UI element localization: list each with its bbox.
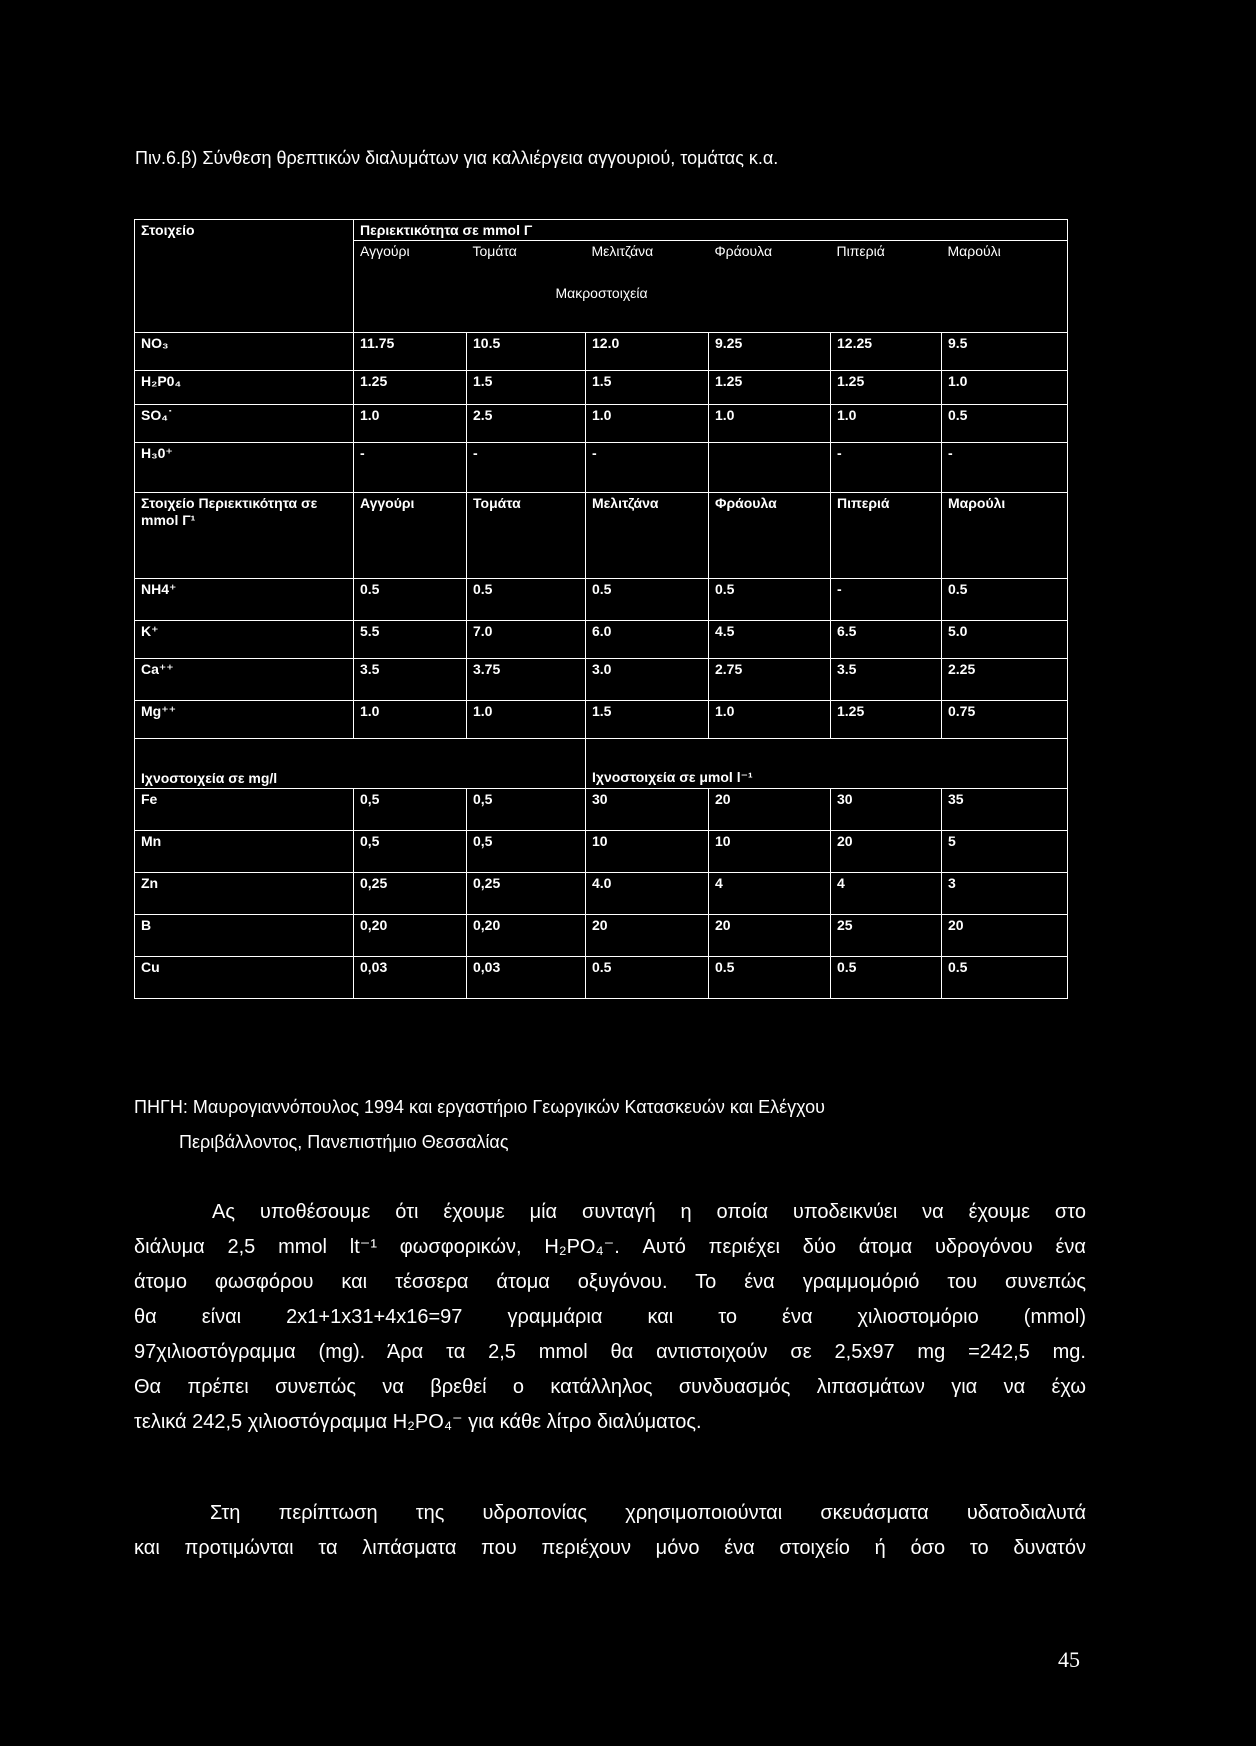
value-cell: 1.25 [709, 371, 831, 405]
value-cell: 1.5 [586, 371, 709, 405]
value-cell: 0.5 [942, 579, 1068, 621]
value-cell: 20 [942, 915, 1068, 957]
text-line: τελικά 242,5 χιλιοστόγραμμα H₂PO₄⁻ για κάθε λίτρο διαλύματος. [134, 1411, 702, 1433]
value-cell: 0,5 [354, 789, 467, 831]
value-cell: 0.5 [942, 405, 1068, 443]
value-cell: 6.0 [586, 621, 709, 659]
value-cell: 2.25 [942, 659, 1068, 701]
value-cell: - [831, 443, 942, 493]
value-cell: 4 [709, 873, 831, 915]
value-cell: 1.0 [354, 405, 467, 443]
text-line: Στη περίπτωση της υδροπονίας χρησιμοποιούνται σκευάσματα υδατοδιαλυτά [210, 1502, 1086, 1524]
value-cell [709, 443, 831, 493]
value-cell: 1.25 [831, 371, 942, 405]
second-header-row [135, 493, 1068, 579]
crop-header: Πιπεριά [831, 493, 942, 579]
value-cell: 10 [586, 831, 709, 873]
value-cell: 3.0 [586, 659, 709, 701]
value-cell: - [942, 443, 1068, 493]
value-cell: 3.5 [354, 659, 467, 701]
value-cell: 4.5 [709, 621, 831, 659]
value-cell: 4.0 [586, 873, 709, 915]
crop-header: Φράουλα [709, 493, 831, 579]
element-name: NH4⁺ [135, 579, 354, 621]
text-line: άτομο φωσφόρου και τέσσερα άτομα οξυγόνου. Το ένα γραμμομόριό του συνεπώς [134, 1271, 1086, 1293]
nutrient-table [134, 219, 1068, 999]
value-cell: 3 [942, 873, 1068, 915]
value-cell: 0.5 [586, 579, 709, 621]
value-cell: - [354, 443, 467, 493]
element-name: Ca⁺⁺ [135, 659, 354, 701]
row-cu [135, 957, 1068, 999]
source-line: ΠΗΓΗ: Μαυρογιαννόπουλος 1994 και εργαστήριο Γεωργικών Κατασκευών και Ελέγχου [134, 1097, 825, 1117]
body-paragraph [134, 1195, 1086, 1440]
value-cell: 0,03 [467, 957, 586, 999]
value-cell: 1.5 [467, 371, 586, 405]
second-header-label: Στοιχείο Περιεκτικότητα σε mmol Γ¹ [135, 493, 354, 579]
value-cell: 11.75 [354, 333, 467, 371]
value-cell: 1.0 [709, 405, 831, 443]
macro-label: Μακροστοιχεία [354, 283, 1068, 333]
value-cell: 1.0 [709, 701, 831, 739]
element-name: H₂P0₄ [135, 371, 354, 405]
text-line: διάλυμα 2,5 mmol lt⁻¹ φωσφορικών, H₂PO₄⁻. Αυτό περιέχει δύο άτομα υδρογόνου ένα [134, 1236, 1086, 1258]
crop-header: Αγγούρι [354, 493, 467, 579]
value-cell: 1.0 [354, 701, 467, 739]
value-cell: 25 [831, 915, 942, 957]
value-cell: 10.5 [467, 333, 586, 371]
value-cell: 35 [942, 789, 1068, 831]
element-name: Mn [135, 831, 354, 873]
value-cell: 20 [709, 789, 831, 831]
crop-header: Φράουλα [709, 241, 831, 283]
row-nh4 [135, 579, 1068, 621]
value-cell: 0.5 [942, 957, 1068, 999]
crop-header: Μελιτζάνα [586, 493, 709, 579]
page-number: 45 [1058, 1647, 1080, 1672]
value-cell: - [467, 443, 586, 493]
value-cell: 0,20 [467, 915, 586, 957]
value-cell: 1.0 [831, 405, 942, 443]
row-mg [135, 701, 1068, 739]
crop-header: Τομάτα [467, 241, 586, 283]
element-name: B [135, 915, 354, 957]
value-cell: 0,5 [467, 789, 586, 831]
row-no3 [135, 333, 1068, 371]
micro-label-umol: Ιχνοστοιχεία σε μmol l⁻¹ [586, 739, 1068, 789]
value-cell: 0,03 [354, 957, 467, 999]
text-line: 97χιλιοστόγραμμα (mg). Άρα τα 2,5 mmol θα αντιστοιχούν σε 2,5x97 mg =242,5 mg. [134, 1341, 1086, 1363]
value-cell: 2.75 [709, 659, 831, 701]
value-cell: 1.0 [467, 701, 586, 739]
value-cell: 0.5 [354, 579, 467, 621]
value-cell: 9.25 [709, 333, 831, 371]
element-name: Zn [135, 873, 354, 915]
value-cell: 0,20 [354, 915, 467, 957]
crop-header: Πιπεριά [831, 241, 942, 283]
value-cell: 0.75 [942, 701, 1068, 739]
crop-header: Τομάτα [467, 493, 586, 579]
value-cell: 2.5 [467, 405, 586, 443]
element-name: NO₃ [135, 333, 354, 371]
row-fe [135, 789, 1068, 831]
value-cell: 1.5 [586, 701, 709, 739]
row-k [135, 621, 1068, 659]
crop-header: Αγγούρι [354, 241, 467, 283]
header-element: Στοιχείο [135, 220, 354, 333]
value-cell: 3.75 [467, 659, 586, 701]
crop-header: Μαρούλι [942, 241, 1068, 283]
text-line: θα είναι 2x1+1x31+4x16=97 γραμμάρια και το ένα χιλιοστομόριο (mmol) [134, 1306, 1086, 1328]
value-cell: 3.5 [831, 659, 942, 701]
table-caption: Πιν.6.β) Σύνθεση θρεπτικών διαλυμάτων για καλλιέργεια αγγουριού, τομάτας κ.α. [135, 148, 779, 168]
value-cell: 12.25 [831, 333, 942, 371]
value-cell: 12.0 [586, 333, 709, 371]
body-paragraph [134, 1496, 1086, 1566]
value-cell: 7.0 [467, 621, 586, 659]
header-row [135, 220, 1068, 241]
row-zn [135, 873, 1068, 915]
value-cell: 1.0 [942, 371, 1068, 405]
crop-header: Μαρούλι [942, 493, 1068, 579]
element-name: SO₄˙ [135, 405, 354, 443]
source-line: Περιβάλλοντος, Πανεπιστήμιο Θεσσαλίας [179, 1132, 509, 1152]
value-cell: 0,5 [467, 831, 586, 873]
row-h3o [135, 443, 1068, 493]
value-cell: - [831, 579, 942, 621]
value-cell: 30 [831, 789, 942, 831]
row-h2po4 [135, 371, 1068, 405]
element-name: Mg⁺⁺ [135, 701, 354, 739]
value-cell: - [586, 443, 709, 493]
micro-label-mg: Ιχνοστοιχεία σε mg/l [135, 739, 586, 789]
header-concentration: Περιεκτικότητα σε mmol Γ [354, 220, 1068, 241]
value-cell: 1.25 [831, 701, 942, 739]
value-cell: 0.5 [709, 957, 831, 999]
value-cell: 10 [709, 831, 831, 873]
row-ca [135, 659, 1068, 701]
value-cell: 9.5 [942, 333, 1068, 371]
value-cell: 6.5 [831, 621, 942, 659]
value-cell: 5.5 [354, 621, 467, 659]
value-cell: 0,25 [354, 873, 467, 915]
text-line: και προτιμώνται τα λιπάσματα που περιέχουν μόνο ένα στοιχείο ή όσο το δυνατόν [134, 1537, 1086, 1559]
value-cell: 0,25 [467, 873, 586, 915]
micro-header-row [135, 739, 1068, 789]
element-name: K⁺ [135, 621, 354, 659]
value-cell: 20 [831, 831, 942, 873]
row-mn [135, 831, 1068, 873]
value-cell: 5 [942, 831, 1068, 873]
value-cell: 0.5 [709, 579, 831, 621]
value-cell: 1.0 [586, 405, 709, 443]
value-cell: 30 [586, 789, 709, 831]
value-cell: 20 [586, 915, 709, 957]
row-so4 [135, 405, 1068, 443]
value-cell: 0,5 [354, 831, 467, 873]
crop-header: Μελιτζάνα [586, 241, 709, 283]
value-cell: 5.0 [942, 621, 1068, 659]
element-name: Fe [135, 789, 354, 831]
element-name: Cu [135, 957, 354, 999]
value-cell: 0.5 [586, 957, 709, 999]
value-cell: 4 [831, 873, 942, 915]
value-cell: 0.5 [467, 579, 586, 621]
text-line: Ας υποθέσουμε ότι έχουμε μία συνταγή η οποία υποδεικνύει να έχουμε στο [212, 1201, 1086, 1223]
value-cell: 20 [709, 915, 831, 957]
element-name: H₃0⁺ [135, 443, 354, 493]
value-cell: 0.5 [831, 957, 942, 999]
text-line: Θα πρέπει συνεπώς να βρεθεί ο κατάλληλος συνδυασμός λιπασμάτων για να έχω [134, 1376, 1086, 1398]
value-cell: 1.25 [354, 371, 467, 405]
row-b [135, 915, 1068, 957]
